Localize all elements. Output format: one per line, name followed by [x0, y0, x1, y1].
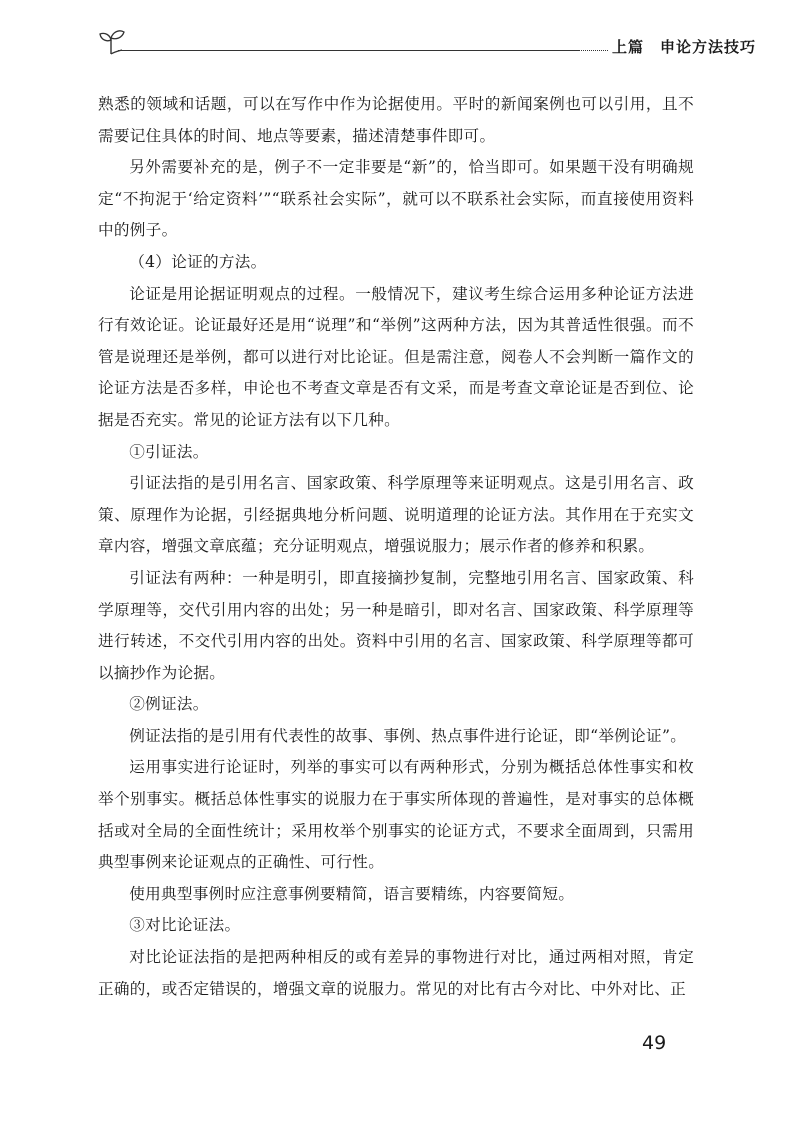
header-rule	[118, 50, 578, 51]
sprout-icon	[98, 26, 126, 56]
paragraph: 论证是用论据证明观点的过程。一般情况下，建议考生综合运用多种论证方法进行有效论证。论证最好还是用“说理”和“举例”这两种方法，因为其普适性很强。而不管是说理还是举例，都可以进行对比论证。但是需注意，阅卷人不会判断一篇作文的论证方法是否多样，申论也不考查文章是否有文采，而是考查文章论证是否到位、论据是否充实。常见的论证方法有以下几种。	[98, 284, 694, 429]
paragraph: 例证法指的是引用有代表性的故事、事例、热点事件进行论证，即“举例论证”。	[129, 726, 687, 745]
header-title: 上篇 申论方法技巧	[612, 38, 757, 56]
subsection-heading: ③对比论证法。	[129, 916, 241, 935]
paragraph: 引证法有两种：一种是明引，即直接摘抄复制，完整地引用名言、国家政策、科学原理等，交代引用内容的出处；另一种是暗引，即对名言、国家政策、科学原理等进行转述，不交代引用内容的出处。资料中引用的名言、国家政策、科学原理等都可以摘抄作为论据。	[98, 568, 694, 682]
page-number: 49	[642, 1032, 667, 1054]
paragraph: 使用典型事例时应注意事例要精简，语言要精练，内容要简短。	[129, 884, 575, 903]
running-header	[98, 26, 757, 60]
paragraph: 运用事实进行论证时，列举的事实可以有两种形式，分别为概括总体性事实和枚举个别事实。概括总体性事实的说服力在于事实所体现的普遍性，是对事实的总体概括或对全局的全面性统计；采用枚举个别事实的论证方式，不要求全面周到，只需用典型事例来论证观点的正确性、可行性。	[98, 758, 694, 872]
subsection-heading: ②例证法。	[129, 695, 209, 714]
paragraph: 对比论证法指的是把两种相反的或有差异的事物进行对比，通过两相对照，肯定正确的，或否定错误的，增强文章的说服力。常见的对比有古今对比、中外对比、正	[98, 948, 694, 998]
paragraph: 引证法指的是引用名言、国家政策、科学原理等来证明观点。这是引用名言、政策、原理作为论据，引经据典地分析问题、说明道理的论证方法。其作用在于充实文章内容，增强文章底蕴；充分证明观点，增强说服力；展示作者的修养和积累。	[98, 474, 694, 556]
paragraph: 熟悉的领域和话题，可以在写作中作为论据使用。平时的新闻案例也可以引用，且不需要记住具体的时间、地点等要素，描述清楚事件即可。	[98, 95, 694, 145]
body-text	[98, 89, 694, 1005]
subsection-heading: ①引证法。	[129, 442, 209, 461]
section-heading: （4）论证的方法。	[129, 252, 267, 271]
header-dotted-rule	[578, 50, 608, 51]
paragraph: 另外需要补充的是，例子不一定非要是“新”的，恰当即可。如果题干没有明确规定“不拘泥于‘给定资料’”“联系社会实际”，就可以不联系社会实际，而直接使用资料中的例子。	[98, 158, 694, 240]
